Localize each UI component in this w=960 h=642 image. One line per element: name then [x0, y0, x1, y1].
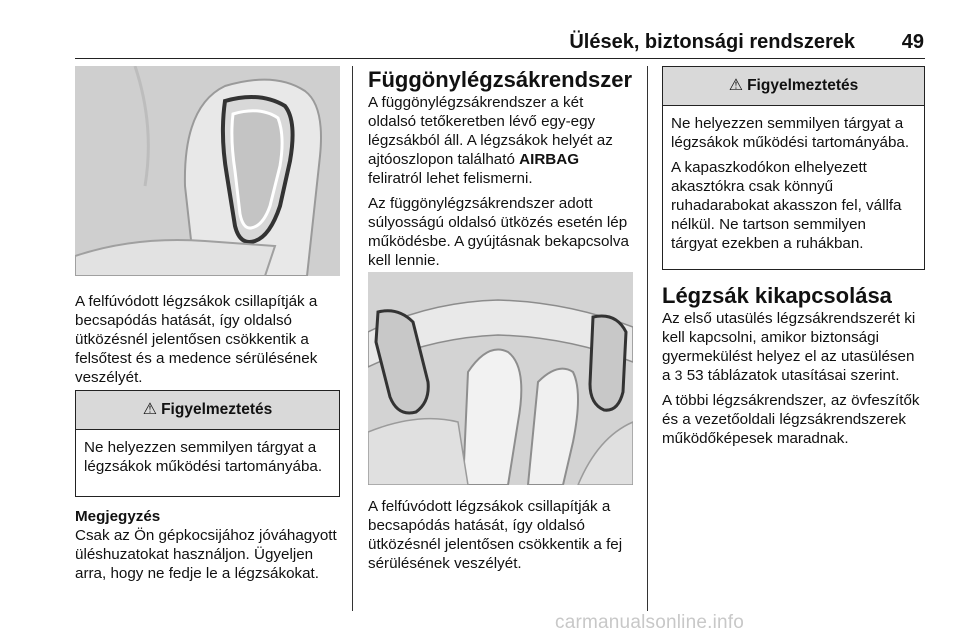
- airbag-label: AIRBAG: [519, 151, 580, 168]
- deactivation-paragraph-2: A többi légzsákrendszer, az övfeszítők és a vezetőoldali légzsákrendszerek működőképesek maradnak.: [662, 392, 920, 447]
- warning-box-2-text-1: Ne helyezzen semmilyen tárgyat a légzsákok működési tartományába.: [671, 115, 910, 151]
- warning-box-2-title: Figyelmeztetés: [747, 77, 859, 94]
- deactivation-para1-end: 53 táblázatok utasításai szerint.: [682, 367, 900, 384]
- deactivation-para1-text: Az első utasülés légzsákrendszerét ki kell kapcsolni, amikor biztonsági gyermekülést helyez el az utasülésen a: [662, 310, 916, 384]
- curtain-airbag-paragraph-1: [368, 93, 633, 188]
- section-heading-airbag-deactivation: Légzsák kikapcsolása: [662, 283, 892, 308]
- seat-airbag-illustration: [75, 66, 340, 276]
- warning-triangle-icon: ⚠: [142, 401, 158, 418]
- warning-box-1-title: Figyelmeztetés: [161, 401, 273, 418]
- airbag-deactivation-section: [662, 282, 927, 454]
- watermark: carmanualsonline.info: [555, 612, 745, 633]
- note-title: Megjegyzés: [75, 508, 161, 525]
- header-rule: [75, 58, 925, 59]
- seat-caption: A felfúvódott légzsákok csillapítják a becsapódás hatását, így oldalsó ütközésnél jelentősen csökkentik a felsőtest és a medence sérülésének veszélyét.: [75, 293, 318, 386]
- warning-box-2-header: [663, 67, 924, 106]
- curtain-airbag-section: [368, 66, 633, 276]
- warning-box-2: [662, 66, 925, 270]
- page-number: 49: [901, 31, 924, 53]
- note-text: Csak az Ön gépkocsijához jóváhagyott üléshuzatokat használjon. Ügyeljen arra, hogy ne fedje le a légzsákokat.: [75, 527, 337, 582]
- running-header-title: Ülések, biztonsági rendszerek: [569, 31, 855, 53]
- note-section: [75, 507, 340, 583]
- section-heading-curtain-airbag: Függönylégzsákrendszer: [368, 67, 633, 92]
- warning-box-1: [75, 390, 340, 497]
- deactivation-paragraph-1: [662, 309, 927, 385]
- warning-box-1-text: Ne helyezzen semmilyen tárgyat a légzsákok működési tartományába.: [84, 439, 323, 475]
- column-divider-1: [352, 66, 353, 611]
- warning-box-1-header: [76, 391, 339, 430]
- warning-triangle-icon: ⚠: [728, 77, 744, 94]
- warning-box-2-text-2: A kapaszkodókon elhelyezett akasztókra csak könnyű ruhadarabokat akasszon fel, vállfa nélkül. Ne tartson semmilyen tárgyat ezekben a ruhákban.: [671, 159, 902, 252]
- curtain-caption: A felfúvódott légzsákok csillapítják a becsapódás hatását, így oldalsó ütközésnél jelentősen csökkentik a fej sérülésének veszélyét.: [368, 498, 623, 572]
- curtain-para1-text: A függönylégzsákrendszer a két oldalsó tetőkeretben lévő egy-egy légzsákból áll. A légzsákok helyét az ajtóoszlopon található: [368, 94, 613, 168]
- curtain-airbag-paragraph-2: Az függönylégzsákrendszer adott súlyosságú oldalsó ütközés esetén lép működésbe. A gyújtásnak bekapcsolva kell lennie.: [368, 195, 629, 269]
- curtain-airbag-illustration: [368, 272, 633, 485]
- column-divider-2: [647, 66, 648, 611]
- page-reference-icon: 3: [674, 367, 683, 383]
- curtain-para1-end: feliratról lehet felismerni.: [368, 170, 533, 187]
